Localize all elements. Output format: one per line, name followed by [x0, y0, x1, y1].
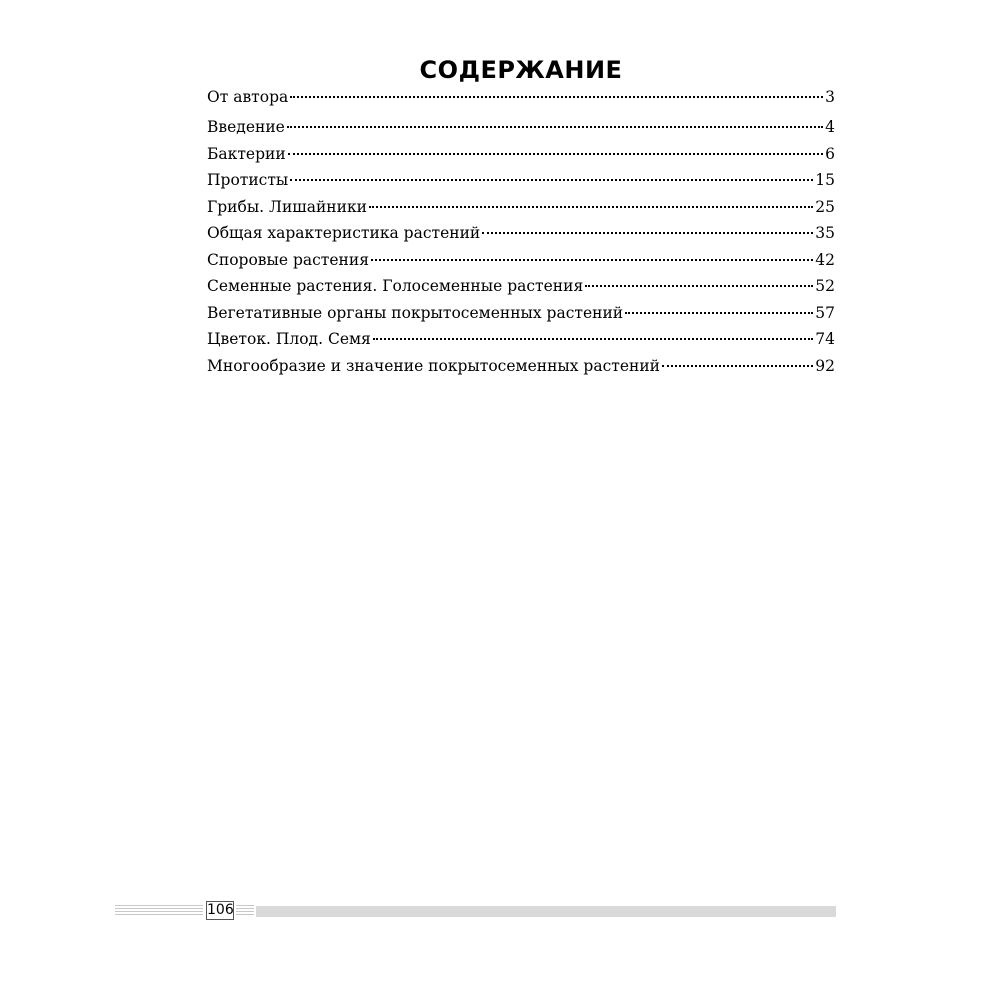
toc-entry-page: 3: [825, 88, 835, 106]
toc-leader-dots: [482, 232, 813, 234]
toc-entry-page: 4: [825, 118, 835, 136]
toc-leader-dots: [290, 179, 813, 181]
toc-entry: [207, 326, 835, 353]
toc-entry-page: 74: [815, 330, 835, 348]
toc-entry-label: Вегетативные органы покрытосеменных растений: [207, 303, 624, 322]
toc-entry-label: Протисты: [207, 171, 289, 189]
footer-decorative-lines: [115, 905, 203, 917]
toc-entry-page: 42: [815, 250, 835, 269]
toc-entry-label: Многообразие и значение покрытосеменных растений: [207, 356, 661, 375]
footer-decorative-lines: [236, 905, 254, 917]
toc-leader-dots: [369, 206, 813, 208]
toc-entry-page: 52: [815, 277, 835, 295]
toc-entry-label: Введение: [207, 118, 285, 136]
toc-entry-page: 6: [825, 144, 835, 163]
toc-entry-label: Общая характеристика растений: [207, 224, 481, 242]
toc-leader-dots: [585, 285, 813, 287]
toc-entry: [207, 273, 835, 300]
toc-entry-label: Цветок. Плод. Семя: [207, 330, 371, 348]
toc-entry: [207, 353, 835, 380]
toc-entry-label: Бактерии: [207, 144, 286, 163]
toc-entry: [207, 300, 835, 327]
toc-entry-label: От автора: [207, 88, 289, 106]
toc-entry: [207, 114, 835, 141]
toc-entry-page: 57: [815, 303, 835, 322]
toc-entry: [207, 167, 835, 194]
toc-entry-label: Семенные растения. Голосеменные растения: [207, 277, 584, 295]
toc-entry: [207, 247, 835, 274]
footer-bar: [256, 906, 836, 917]
toc-entry-label: Грибы. Лишайники: [207, 197, 367, 216]
toc-entry-label: Споровые растения: [207, 250, 369, 269]
toc-leader-dots: [662, 365, 813, 367]
toc-entry: [207, 141, 835, 168]
toc-leader-dots: [625, 312, 813, 314]
toc-leader-dots: [287, 126, 823, 128]
toc-entry-page: 15: [815, 171, 835, 189]
page-title: СОДЕРЖАНИЕ: [419, 56, 623, 84]
toc-entry: [207, 194, 835, 221]
toc-entry: [207, 84, 835, 114]
page-footer: [115, 900, 836, 922]
toc-leader-dots: [373, 338, 813, 340]
toc-entry-page: 92: [815, 356, 835, 375]
toc-leader-dots: [290, 96, 823, 98]
toc-leader-dots: [288, 153, 823, 155]
table-of-contents: [207, 84, 835, 379]
page-number: 106: [207, 902, 234, 918]
toc-entry-page: 25: [815, 197, 835, 216]
toc-entry-page: 35: [815, 224, 835, 242]
toc-entry: [207, 220, 835, 247]
toc-leader-dots: [371, 259, 813, 261]
